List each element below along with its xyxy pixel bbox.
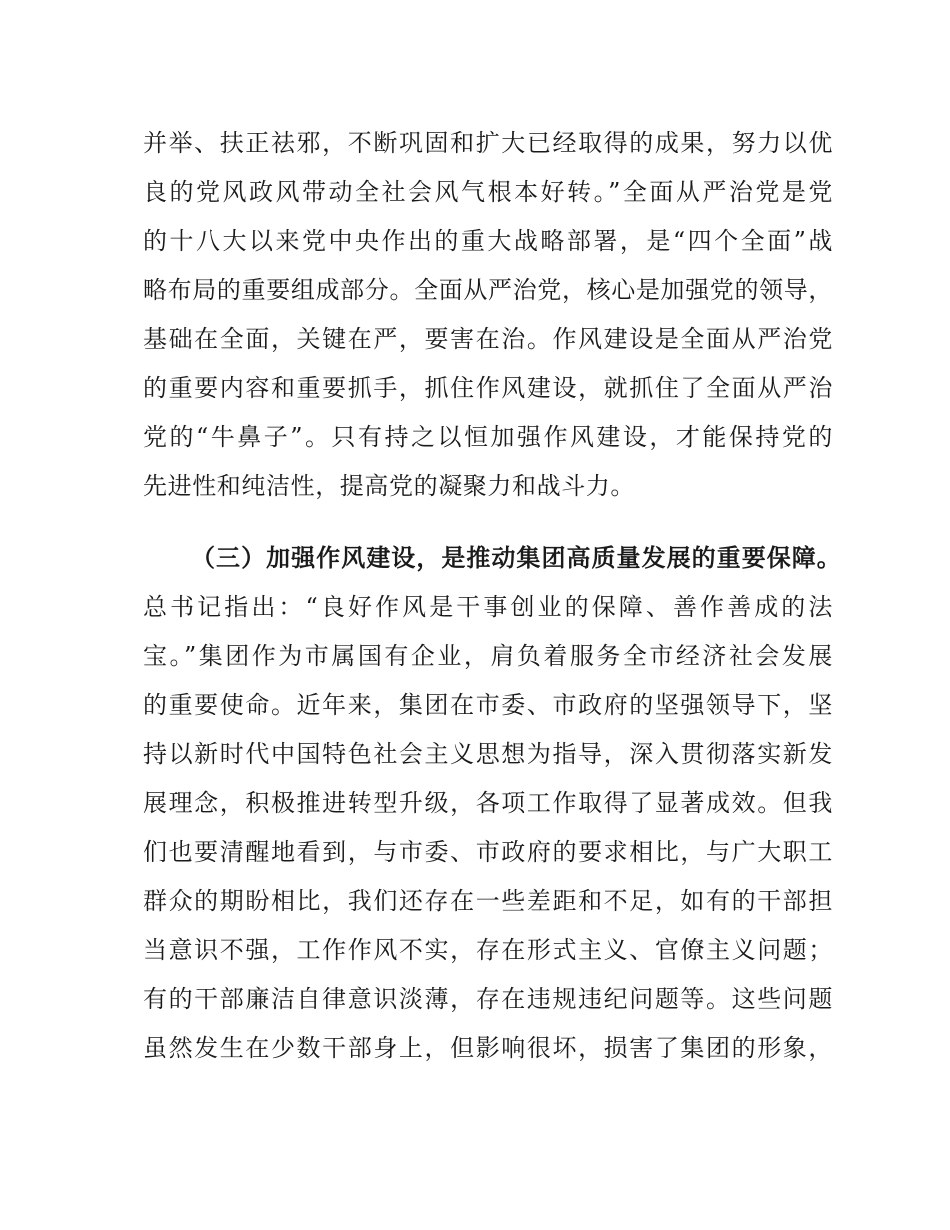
body-text-line: 宝。”集团作为市属国有企业，肩负着服务全市经济社会发展 [143,642,833,670]
body-text-line: 虽然发生在少数干部身上，但影响很坏，损害了集团的形象， [143,1034,833,1062]
body-text-line: 有的干部廉洁自律意识淡薄，存在违规违纪问题等。这些问题 [143,985,833,1013]
body-text-line: 基础在全面，关键在严，要害在治。作风建设是全面从严治党 [143,325,833,353]
body-text-line: 展理念，积极推进转型升级，各项工作取得了显著成效。但我 [143,789,833,817]
body-text-line: 略布局的重要组成部分。全面从严治党，核心是加强党的领导， [143,276,833,304]
body-text-line: 先进性和纯洁性，提高党的凝聚力和战斗力。 [143,472,635,500]
body-text-line: 良的党风政风带动全社会风气根本好转。”全面从严治党是党 [143,178,833,206]
body-text-line: 们也要清醒地看到，与市委、市政府的要求相比，与广大职工 [143,838,833,866]
body-text-line: 总书记指出：“良好作风是干事创业的保障、善作善成的法 [143,593,833,621]
body-text-line: 的重要使命。近年来，集团在市委、市政府的坚强领导下，坚 [143,691,833,719]
body-text-line: 的十八大以来党中央作出的重大战略部署，是“四个全面”战 [143,227,833,255]
body-text-line: 当意识不强，工作作风不实，存在形式主义、官僚主义问题； [143,936,833,964]
body-text-line: 的重要内容和重要抓手，抓住作风建设，就抓住了全面从严治 [143,374,833,402]
body-text-line: 并举、扶正祛邪，不断巩固和扩大已经取得的成果，努力以优 [143,129,833,157]
body-text-line: 党的“牛鼻子”。只有持之以恒加强作风建设，才能保持党的 [143,423,833,451]
section-heading: （三）加强作风建设，是推动集团高质量发展的重要保障。 [191,544,841,572]
body-text-line: 持以新时代中国特色社会主义思想为指导，深入贯彻落实新发 [143,740,833,768]
body-text-line: 群众的期盼相比，我们还存在一些差距和不足，如有的干部担 [143,887,833,915]
